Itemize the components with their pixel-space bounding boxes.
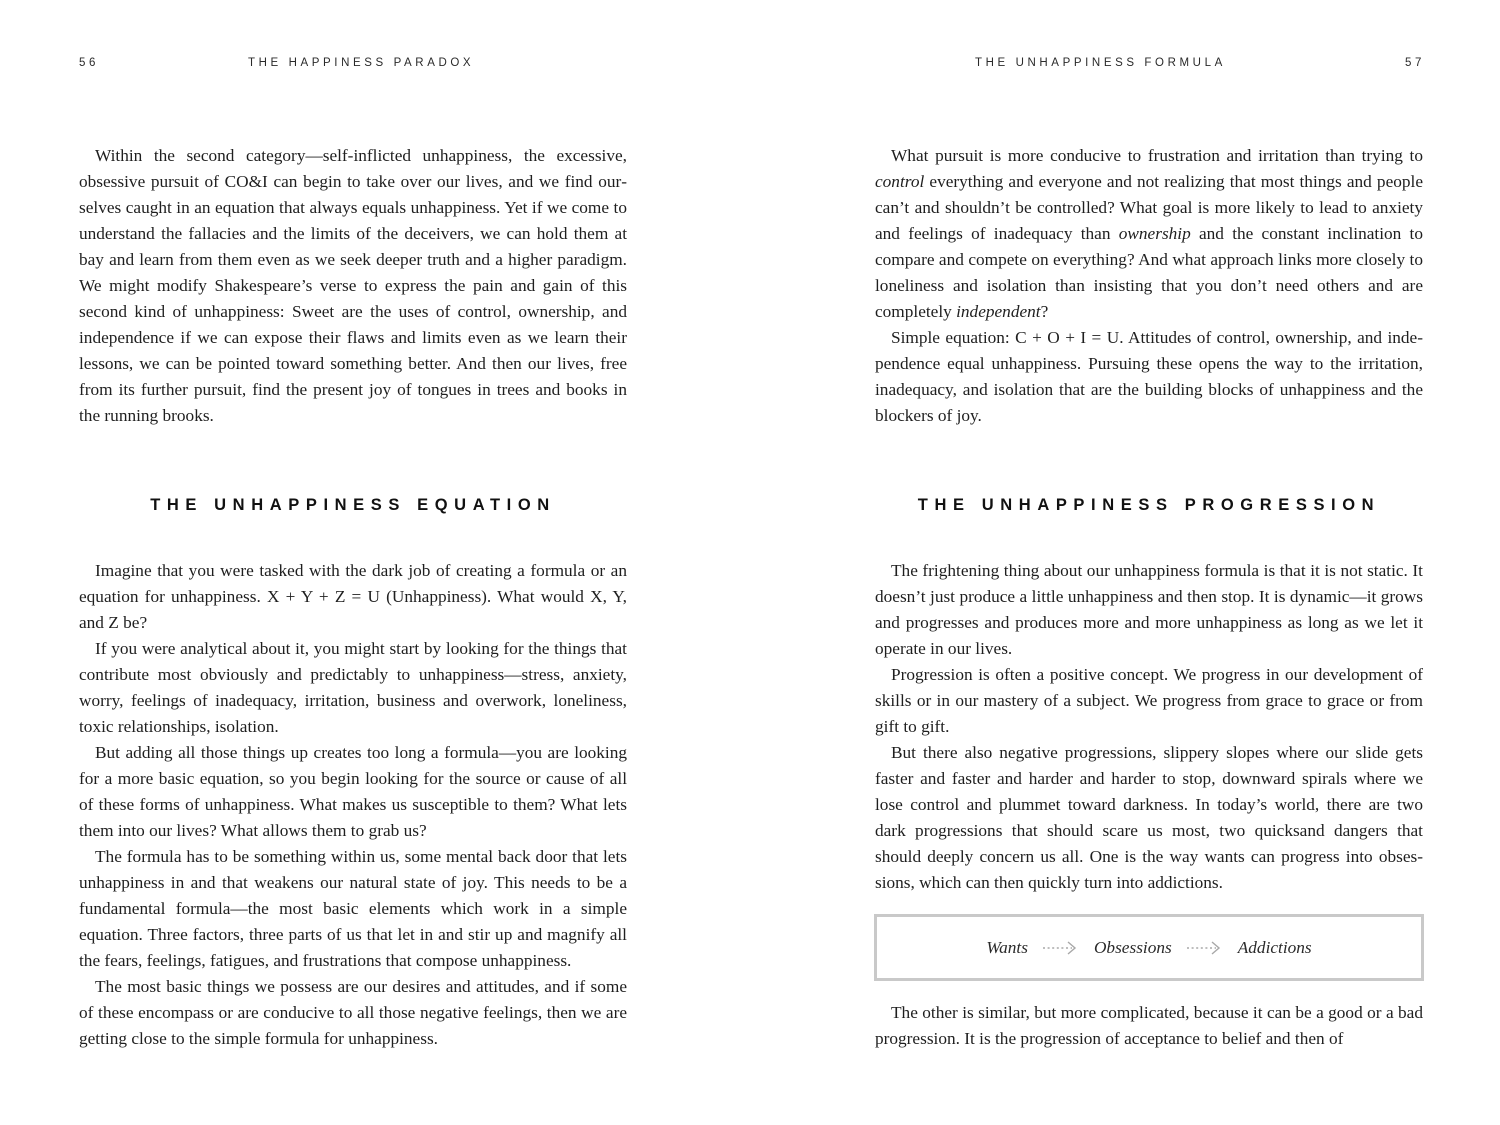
diagram-step-addictions: Addictions [1237,937,1312,957]
progression-diagram [874,914,1424,981]
page-number: 56 [79,57,99,69]
paragraph: If you were analytical about it, you might start by looking for the things that contribute most obviously and predictably to unhappiness—stress, anxiety, worry, feelings of inadequacy, irritation, business and overwork, loneliness, toxic relationships, isolation. [79,639,627,736]
paragraph: The most basic things we possess are our desires and attitudes, and if some of these encompass or are conducive to all those negative feelings, then we are getting close to the simple formula for unhappiness. [79,977,627,1048]
paragraph: But there also negative progressions, slippery slopes where our slide gets faster and faster and harder and harder to stop, downward spirals where we lose control and plummet toward darkness. In today’s world, there are two dark progressions that should scare us most, two quicksand dangers that should deeply concern us all. One is the way wants can progress into obsessions, which can then quickly turn into addictions. [875,743,1423,892]
right-page [750,0,1500,1125]
section-text [79,558,627,1052]
dotted-arrow-icon [1042,940,1080,956]
paragraph [875,143,1423,325]
running-head-chapter-title: THE UNHAPPINESS FORMULA [975,57,1226,69]
paragraph: Imagine that you were tasked with the dark job of creating a formula or an equation for unhappiness. X + Y + Z = U (Unhappiness). What would X, Y, and Z be? [79,561,627,632]
paragraph: The formula has to be something within us, some mental back door that lets unhappiness in and that weakens our natural state of joy. This needs to be a fundamental formula—the most basic elements which work in a simple equation. Three factors, three parts of us that let in and stir up and magnify all the fears, feelings, fatigues, and frustrations that compose unhappiness. [79,847,627,970]
diagram-step-obsessions: Obsessions [1093,937,1172,957]
text-run: ? [1040,302,1049,321]
section-heading: THE UNHAPPINESS EQUATION [150,496,556,514]
paragraph: Simple equation: C + O + I = U. Attitudes of control, ownership, and independence equal unhappiness. Pursuing these opens the way to the irritation, inadequacy, and isolation that are the building blocks of unhappiness and the blockers of joy. [875,328,1423,425]
section-heading: THE UNHAPPINESS PROGRESSION [917,496,1381,514]
closing-text [875,1000,1423,1052]
emphasis-independent: independent [956,302,1041,321]
emphasis-control: control [875,172,925,191]
diagram-step-wants: Wants [986,937,1028,957]
paragraph: Progression is often a positive concept. We progress in our development of skills or in our mastery of a subject. We progress from grace to grace or from gift to gift. [875,665,1423,736]
paragraph: The frightening thing about our unhappiness formula is that it is not static. It doesn’t just produce a little unhappiness and then stop. It is dynamic—it grows and progresses and produces more and more unhappiness as long as we let it operate in our lives. [875,561,1423,658]
paragraph: The other is similar, but more complicated, because it can be a good or a bad progression. It is the progression of acceptance to belief and then of [875,1003,1423,1048]
text-run: and the constant inclination to compare and compete on everything? And what approach links more closely to loneliness and isolation than insisting that you don’t need others and are completely [875,224,1423,321]
intro-text [875,143,1423,429]
page-number: 57 [1405,57,1425,69]
dotted-arrow-icon [1186,940,1224,956]
intro-text [79,143,627,429]
text-run: What pursuit is more conducive to frustration and irritation than trying to [891,146,1423,165]
running-head-book-title: THE HAPPINESS PARADOX [248,57,475,69]
paragraph: Within the second category—self-inflicted unhappiness, the excessive, obsessive pursuit of CO&I can begin to take over our lives, and we find ourselves caught in an equation that always equals unhappiness. Yet if we come to understand the fallacies and the limits of the deceivers, we can hold them at bay and learn from them even as we seek deeper truth and a higher paradigm. We might modify Shakespeare’s verse to express the pain and gain of this second kind of unhappiness: Sweet are the uses of control, ownership, and independence if we can expose their flaws and limits even as we learn their lessons, we can be pointed toward something better. And then our lives, free from its further pursuit, find the present joy of tongues in trees and books in the running brooks. [79,146,627,425]
paragraph: But adding all those things up creates too long a formula—you are looking for a more basic equation, so you begin looking for the source or cause of all of these forms of unhappiness. What makes us susceptible to them? What lets them into our lives? What allows them to grab us? [79,743,627,840]
emphasis-ownership: ownership [1118,224,1191,243]
text-run: everything and everyone and not realizing that most things and people can’t and shouldn’t be controlled? What goal is more likely to lead to anxiety and feelings of inadequacy than [875,172,1423,243]
section-text [875,558,1423,896]
